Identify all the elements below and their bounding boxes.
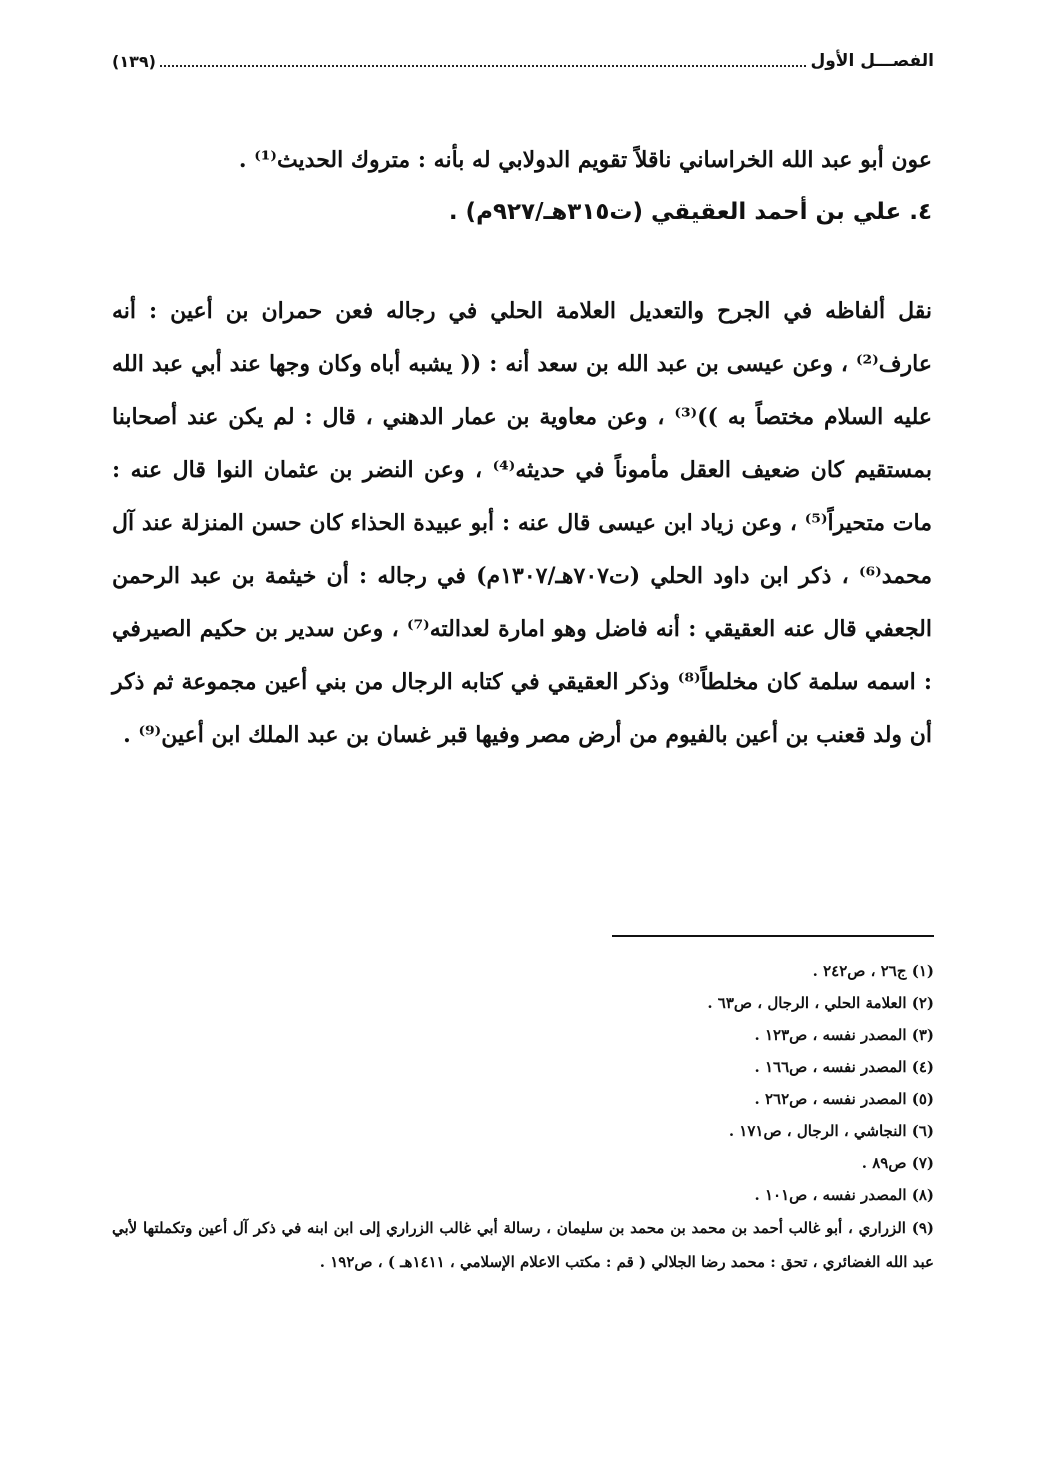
- main-paragraph: نقل ألفاظه في الجرح والتعديل العلامة الحلي في رجاله فعن حمران بن أعين : أنه عارف⁽²⁾ ، وعن عيسى بن عبد الله بن سعد أنه : (( يشبه أباه وكان وجها عند أبي عبد الله عليه السلام مختصاً به ))⁽³⁾ ، وعن معاوية بن عمار الدهني ، قال : لم يكن عند أصحابنا بمستقيم كان ضعيف العقل مأموناً في حديثه⁽⁴⁾ ، وعن النضر بن عثمان النوا قال عنه : مات متحيراً⁽⁵⁾ ، وعن زياد ابن عيسى قال عنه : أبو عبيدة الحذاء كان حسن المنزلة عند آل محمد⁽⁶⁾ ، ذكر ابن داود الحلي (ت٧٠٧هـ/١٣٠٧م) في رجاله : أن خيثمة بن عبد الرحمن الجعفي قال عنه العقيقي : أنه فاضل وهو امارة لعدالته⁽⁷⁾ ، وعن سدير بن حكيم الصيرفي : اسمه سلمة كان مخلطاً⁽⁸⁾ وذكر العقيقي في كتابه الرجال من بني أعين مجموعة ثم ذكر أن ولد قعنب بن أعين بالفيوم من أرض مصر وفيها قبر غسان بن عبد الملك ابن أعين⁽⁹⁾ .: [112, 298, 933, 748]
- footnotes-list: [112, 955, 934, 1279]
- chapter-title: الفصـــل الأول: [810, 51, 934, 71]
- footnote-separator: [612, 935, 934, 937]
- footnote: (٢) العلامة الحلي ، الرجال ، ص٦٣ .: [707, 994, 934, 1012]
- footnote: (١) ج٢٦ ، ص٢٤٢ .: [812, 962, 934, 980]
- footnote: (٧) ص٨٩ .: [861, 1154, 934, 1172]
- footnote: (٦) النجاشي ، الرجال ، ص١٧١ .: [728, 1122, 934, 1140]
- page-number: (١٣٩): [112, 51, 156, 71]
- opening-paragraph: عون أبو عبد الله الخراساني ناقلاً تقويم الدولابي له بأنه : متروك الحديث⁽¹⁾ .: [238, 147, 932, 173]
- footnote: (٣) المصدر نفسه ، ص١٢٣ .: [754, 1026, 934, 1044]
- footnote: (٤) المصدر نفسه ، ص١٦٦ .: [754, 1058, 934, 1076]
- section-heading: ٤. علي بن أحمد العقيقي (ت٣١٥هـ/٩٢٧م) .: [448, 199, 932, 225]
- footnote: (٨) المصدر نفسه ، ص١٠١ .: [754, 1186, 934, 1204]
- footnote: (٩) الزراري ، أبو غالب أحمد بن محمد بن محمد بن سليمان ، رسالة أبي غالب الزراري إلى ابن ابنه في ذكر آل أعين وتكملتها لأبي عبد الله الغضائري ، تحق : محمد رضا الجلالي ( قم : مكتب الاعلام الإسلامي ، ١٤١١هـ ) ، ص١٩٢ .: [112, 1219, 934, 1271]
- header-dot-leader: [160, 65, 807, 67]
- footnote: (٥) المصدر نفسه ، ص٢٦٢ .: [754, 1090, 934, 1108]
- running-header: [112, 46, 934, 76]
